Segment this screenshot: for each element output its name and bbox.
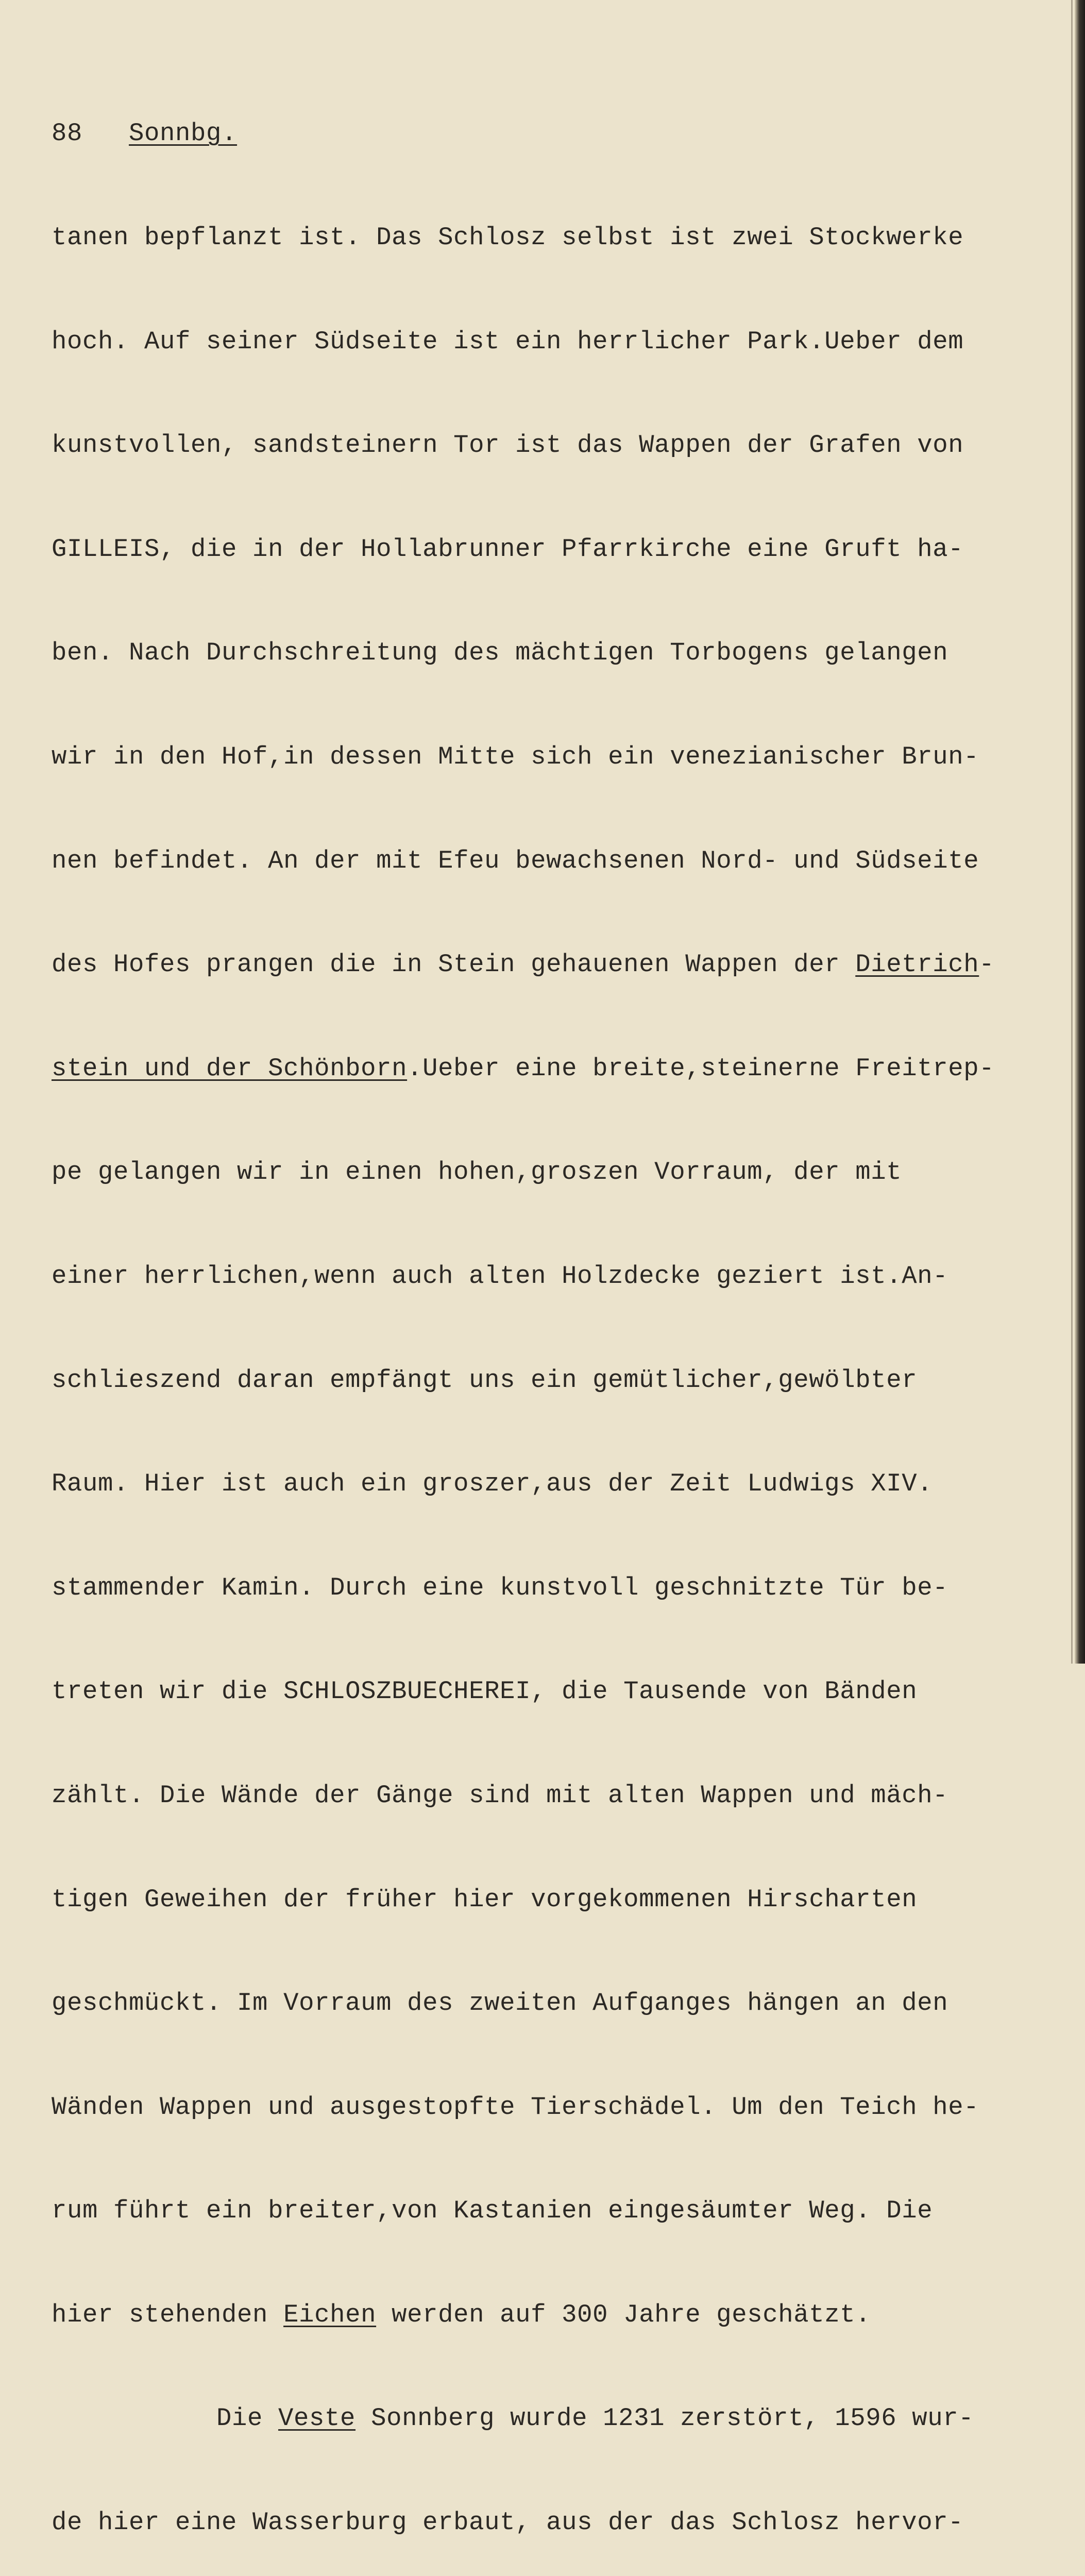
text-segment: Die — [216, 2404, 279, 2433]
text-line: de hier eine Wasserburg erbaut, aus der das Schlosz hervor- — [52, 2508, 964, 2537]
running-title: Sonnbg. — [129, 119, 238, 148]
text-segment: werden auf 300 Jahre geschätzt. — [376, 2300, 871, 2329]
text-line: wir in den Hof,in dessen Mitte sich ein venezianischer Brun- — [52, 742, 979, 771]
text-line — [52, 2298, 1074, 2332]
text-line: schlieszend daran empfängt uns ein gemütlicher,gewölbter — [52, 1365, 918, 1395]
text-line: kunstvollen, sandsteinern Tor ist das Wappen der Grafen von — [52, 431, 964, 460]
underlined-word: Veste — [278, 2404, 356, 2433]
text-segment: .Ueber eine breite,steinerne Freitrep- — [407, 1054, 995, 1083]
text-line: pe gelangen wir in einen hohen,groszen Vorraum, der mit — [52, 1158, 902, 1187]
page-number: 88 — [52, 119, 83, 148]
binding-edge — [1075, 0, 1085, 1664]
text-line: rum führt ein breiter,von Kastanien eingesäumter Weg. Die — [52, 2196, 933, 2226]
text-segment: des Hofes prangen die in Stein gehauenen Wappen der — [52, 950, 856, 979]
underlined-word: Dietrich — [855, 950, 979, 979]
text-line — [52, 1052, 1074, 1086]
typewritten-text — [52, 47, 1074, 2576]
text-line — [52, 2401, 1074, 2436]
text-line: treten wir die SCHLOSZBUECHEREI, die Tausende von Bänden — [52, 1677, 918, 1706]
page-header — [52, 116, 1074, 151]
text-line: tigen Geweihen der früher hier vorgekommenen Hirscharten — [52, 1885, 918, 1914]
text-line: hoch. Auf seiner Südseite ist ein herrlicher Park.Ueber dem — [52, 327, 964, 356]
text-line: tanen bepflanzt ist. Das Schlosz selbst ist zwei Stockwerke — [52, 223, 964, 252]
text-segment: Sonnberg wurde 1231 zerstört, 1596 wur- — [355, 2404, 974, 2433]
text-line: ben. Nach Durchschreitung des mächtigen Torbogens gelangen — [52, 638, 948, 668]
text-line: einer herrlichen,wenn auch alten Holzdecke geziert ist.An- — [52, 1261, 948, 1291]
text-segment: hier stehenden — [52, 2300, 284, 2329]
text-line: des Hofes prangen die in Stein gehauenen Wappen der Dietrich- — [52, 950, 995, 979]
text-line: nen befindet. An der mit Efeu bewachsenen Nord- und Südseite — [52, 846, 979, 875]
text-line: zählt. Die Wände der Gänge sind mit alten Wappen und mäch- — [52, 1781, 948, 1810]
underlined-phrase: stein und der Schönborn — [52, 1054, 408, 1083]
text-line: stammender Kamin. Durch eine kunstvoll geschnitzte Tür be- — [52, 1573, 948, 1602]
text-line: Wänden Wappen und ausgestopfte Tierschädel. Um den Teich he- — [52, 2092, 979, 2122]
text-line: geschmückt. Im Vorraum des zweiten Aufganges hängen an den — [52, 1989, 948, 2018]
underlined-word: Eichen — [283, 2300, 377, 2329]
text-line: Raum. Hier ist auch ein groszer,aus der Zeit Ludwigs XIV. — [52, 1469, 933, 1499]
text-line: GILLEIS, die in der Hollabrunner Pfarrkirche eine Gruft ha- — [52, 534, 964, 564]
